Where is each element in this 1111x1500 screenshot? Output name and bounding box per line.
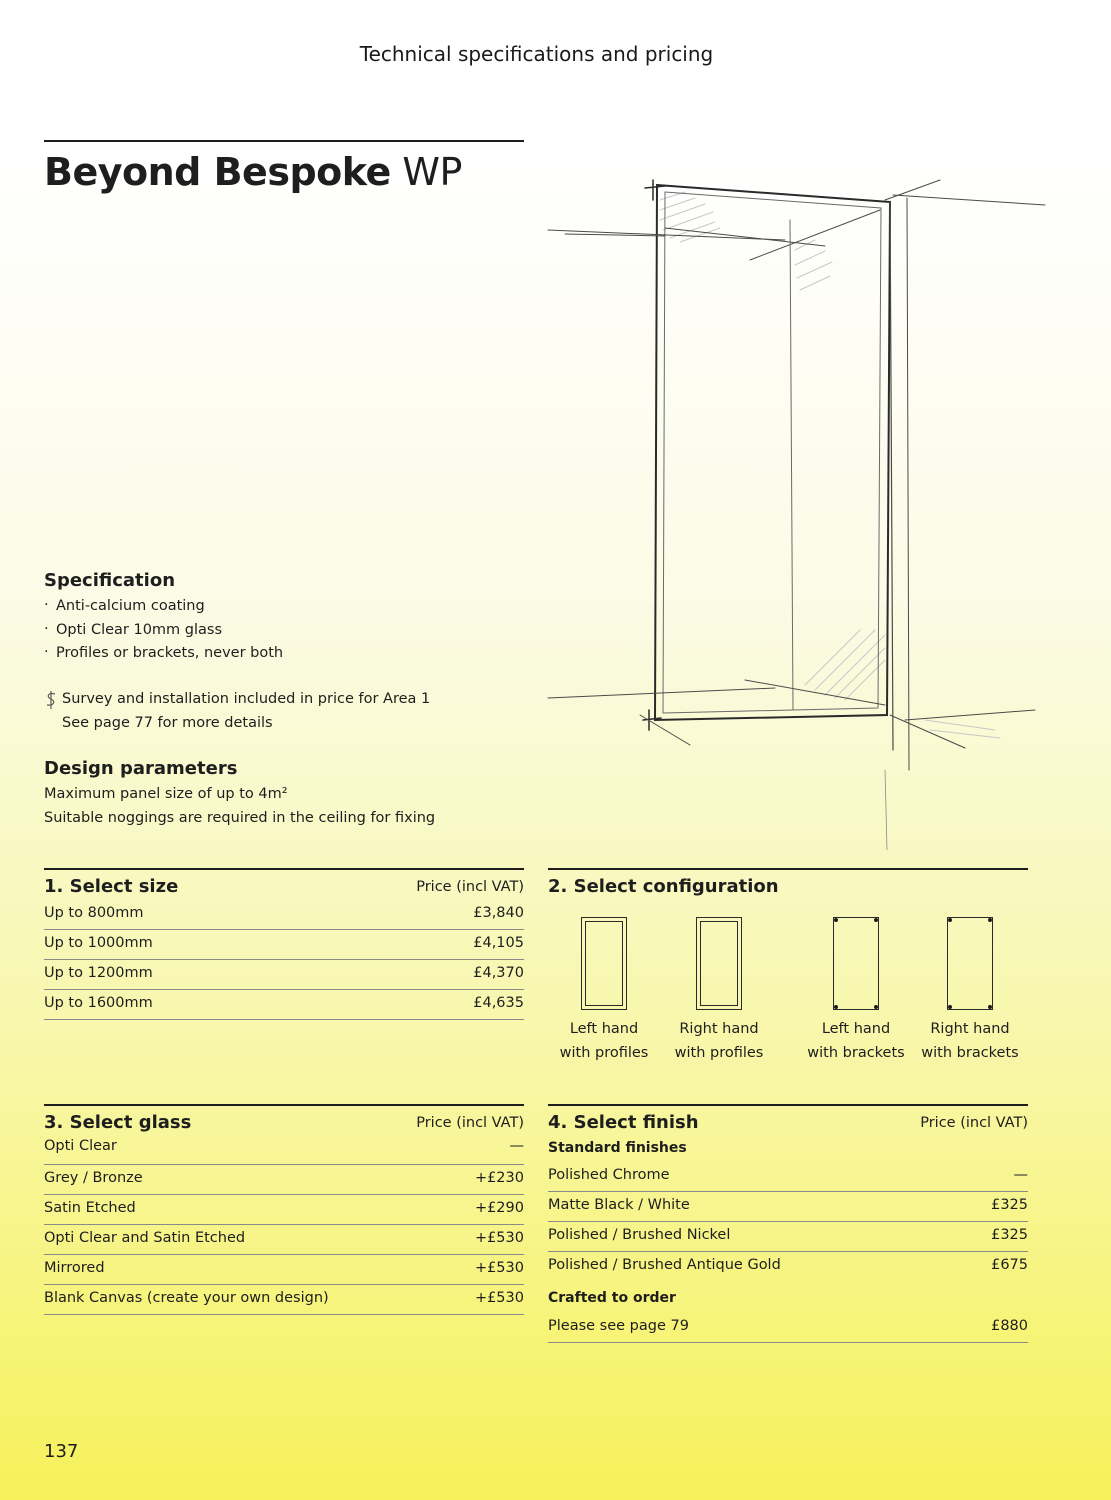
left-hand-profiles-diagram[interactable] (581, 917, 627, 1010)
row-price: +£530 (474, 1230, 524, 1246)
row-label: Up to 1600mm (44, 995, 153, 1011)
table-row[interactable] (548, 1162, 1028, 1192)
survey-line-1: Survey and installation included in price for Area 1 (62, 691, 431, 707)
row-label: Up to 1200mm (44, 965, 153, 981)
table-row[interactable] (44, 1225, 524, 1255)
bracket-dot (948, 1005, 952, 1009)
row-price: £3,840 (473, 905, 524, 921)
spec-item: · Opti Clear 10mm glass (44, 619, 283, 643)
table-row[interactable] (44, 990, 524, 1020)
row-price: +£230 (474, 1170, 524, 1186)
bracket-dot (988, 1005, 992, 1009)
row-price: +£530 (474, 1290, 524, 1306)
table-row[interactable] (548, 1252, 1028, 1281)
survey-line-2: See page 77 for more details (62, 714, 273, 731)
survey-note (62, 688, 430, 735)
standard-finishes-label: Standard finishes (548, 1140, 687, 1156)
left-hand-brackets-diagram[interactable] (833, 917, 879, 1010)
finish-table-header (548, 1104, 1028, 1136)
table-row[interactable] (548, 1313, 1028, 1343)
row-price: £4,370 (473, 965, 524, 981)
config-line-1: Right hand (679, 1021, 759, 1037)
glass-table-header (44, 1104, 524, 1136)
page-number: 137 (44, 1441, 79, 1462)
config-line-2: with brackets (921, 1044, 1019, 1061)
row-label: Up to 800mm (44, 905, 144, 921)
title-rule (44, 140, 524, 142)
row-price: — (1013, 1167, 1028, 1183)
product-name: Beyond Bespoke (44, 150, 391, 194)
bracket-dot (834, 918, 838, 922)
design-parameters-heading: Design parameters (44, 758, 238, 779)
row-label: Polished / Brushed Nickel (548, 1227, 731, 1243)
right-hand-profiles-diagram[interactable] (696, 917, 742, 1010)
crafted-to-order-heading (548, 1281, 1028, 1313)
configuration-header (548, 868, 1028, 900)
row-label: Polished / Brushed Antique Gold (548, 1257, 781, 1273)
row-label: Opti Clear and Satin Etched (44, 1230, 246, 1246)
row-price: £325 (991, 1227, 1028, 1243)
table-row[interactable] (44, 900, 524, 930)
size-table-title: 1. Select size (44, 876, 179, 897)
config-line-2: with profiles (559, 1044, 649, 1061)
config-line-1: Left hand (821, 1021, 891, 1037)
row-price: +£290 (474, 1200, 524, 1216)
configuration-title: 2. Select configuration (548, 876, 779, 897)
size-price-label: Price (incl VAT) (416, 879, 524, 895)
config-option-label[interactable] (664, 1018, 774, 1065)
specification-heading: Specification (44, 570, 176, 591)
table-row[interactable] (44, 1285, 524, 1315)
row-label: Mirrored (44, 1260, 105, 1276)
spec-item: · Anti-calcium coating (44, 595, 283, 619)
product-sketch-illustration (545, 150, 1055, 850)
row-label: Opti Clear (44, 1138, 117, 1154)
finish-table (548, 1104, 1028, 1343)
bracket-dot (874, 918, 878, 922)
page-header-title: Technical specifications and pricing (359, 42, 714, 66)
crafted-to-order-label: Crafted to order (548, 1290, 676, 1306)
config-line-1: Right hand (930, 1021, 1010, 1037)
table-row[interactable] (44, 1195, 524, 1225)
row-price: £325 (991, 1197, 1028, 1213)
survey-install-icon (44, 690, 58, 710)
row-price: +£530 (474, 1260, 524, 1276)
glass-table-title: 3. Select glass (44, 1112, 192, 1133)
size-table (44, 868, 524, 1020)
row-label: Satin Etched (44, 1200, 136, 1216)
design-param-line-1: Maximum panel size of up to 4m² (44, 786, 288, 802)
table-row[interactable] (44, 1255, 524, 1285)
product-model: WP (402, 150, 462, 194)
row-label: Up to 1000mm (44, 935, 153, 951)
finish-price-label: Price (incl VAT) (920, 1115, 1028, 1131)
row-price: — (509, 1138, 524, 1154)
row-label: Blank Canvas (create your own design) (44, 1290, 329, 1306)
row-price: £4,105 (473, 935, 524, 951)
table-row[interactable] (44, 930, 524, 960)
config-option-label[interactable] (549, 1018, 659, 1065)
config-line-2: with brackets (807, 1044, 905, 1061)
spec-item: · Profiles or brackets, never both (44, 642, 283, 666)
config-line-2: with profiles (674, 1044, 764, 1061)
table-row[interactable] (44, 1136, 524, 1165)
specification-list (44, 595, 283, 666)
glass-table (44, 1104, 524, 1315)
row-label: Grey / Bronze (44, 1170, 143, 1186)
finish-table-title: 4. Select finish (548, 1112, 699, 1133)
size-table-header (44, 868, 524, 900)
right-hand-brackets-diagram[interactable] (947, 917, 993, 1010)
row-label: Polished Chrome (548, 1167, 670, 1183)
table-row[interactable] (548, 1192, 1028, 1222)
table-row[interactable] (44, 960, 524, 990)
config-option-label[interactable] (915, 1018, 1025, 1065)
bracket-dot (834, 1005, 838, 1009)
row-label: Please see page 79 (548, 1318, 689, 1334)
row-price: £880 (991, 1318, 1028, 1334)
bracket-dot (874, 1005, 878, 1009)
row-label: Matte Black / White (548, 1197, 690, 1213)
row-price: £675 (991, 1257, 1028, 1273)
bracket-dot (948, 918, 952, 922)
row-price: £4,635 (473, 995, 524, 1011)
table-row[interactable] (548, 1222, 1028, 1252)
design-param-line-2: Suitable noggings are required in the ceiling for fixing (44, 809, 436, 826)
product-title (44, 150, 462, 194)
table-row[interactable] (44, 1165, 524, 1195)
standard-finishes-heading (548, 1136, 1028, 1162)
config-line-1: Left hand (569, 1021, 639, 1037)
configuration-section (548, 868, 1028, 900)
glass-price-label: Price (incl VAT) (416, 1115, 524, 1131)
design-parameters-text (44, 783, 435, 830)
config-option-label[interactable] (801, 1018, 911, 1065)
bracket-dot (988, 918, 992, 922)
